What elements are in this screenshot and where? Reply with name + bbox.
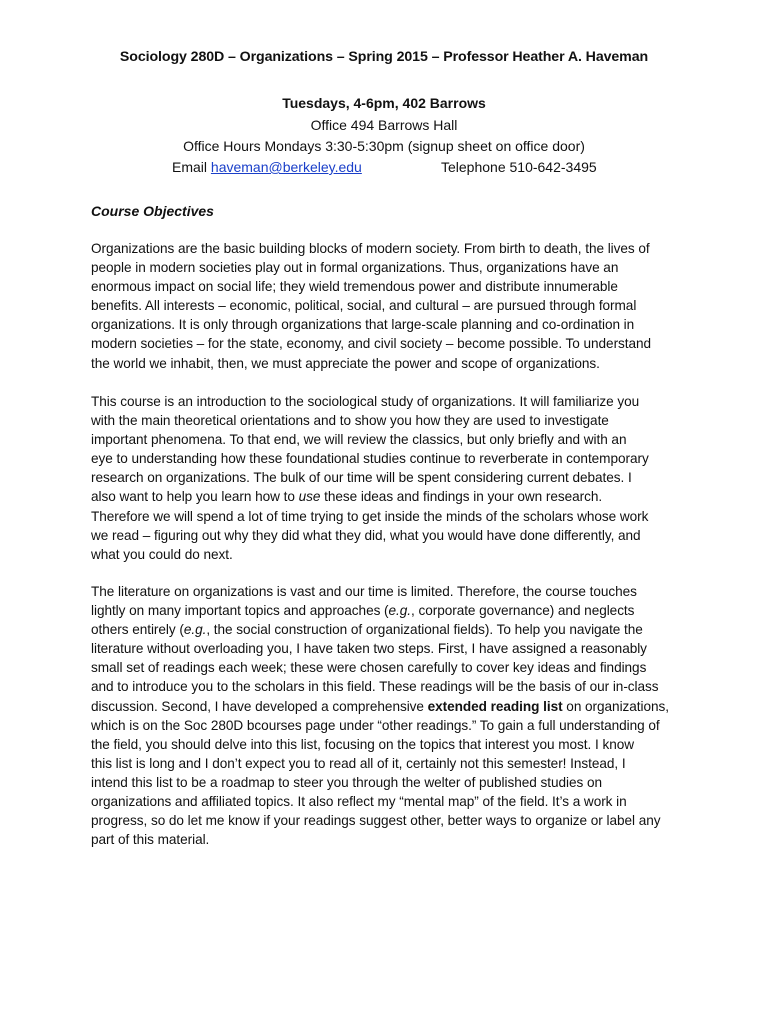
text-line: This course is an introduction to the sociological study of organizations. It will familiarize you: [91, 394, 640, 409]
text-line: the field, you should delve into this list, focusing on the topics that interest you most. I know: [91, 736, 634, 752]
text-line: organizations. It is only through organizations that large-scale planning and co-ordination in: [91, 317, 635, 333]
text-line: eye to understanding how these foundational studies continue to reverberate in contemporary: [91, 451, 649, 467]
text-line: [91, 487, 681, 506]
text-line: part of this material.: [91, 832, 210, 848]
paragraph-2: [91, 392, 681, 564]
text-run: also want to help you learn how to: [91, 489, 299, 505]
contact-line: [0, 157, 768, 179]
text-line: research on organizations. The bulk of our time will be spent considering current debates. I: [91, 470, 632, 486]
text-line: this list is long and I don’t expect you to read all of it, certainly not this semester! Instead, I: [91, 755, 626, 771]
telephone: Telephone 510-642-3495: [441, 159, 597, 175]
text-run: on organizations,: [562, 698, 669, 714]
paragraph-3: [91, 582, 681, 849]
office-location: Office 494 Barrows Hall: [310, 116, 458, 133]
text-line: Organizations are the basic building blocks of modern society. From birth to death, the lives of: [91, 241, 650, 256]
text-line: with the main theoretical orientations and to show you how they are used to investigate: [91, 413, 609, 429]
text-line: Therefore we will spend a lot of time trying to get inside the minds of the scholars whose work: [91, 508, 649, 524]
course-schedule: Tuesdays, 4-6pm, 402 Barrows: [282, 95, 486, 111]
emphasis-text: e.g.: [183, 622, 207, 638]
text-line: benefits. All interests – economic, political, social, and cultural – are pursued through formal: [91, 298, 637, 314]
text-run: discussion. Second, I have developed a comprehensive: [91, 698, 428, 714]
bold-text: extended reading list: [427, 698, 563, 714]
text-line: people in modern societies play out in formal organizations. Thus, organizations have an: [91, 260, 619, 276]
course-info: [0, 93, 768, 158]
text-line: which is on the Soc 280D bcourses page under “other readings.” To gain a full understanding of: [91, 717, 660, 733]
emphasis-text: use: [298, 489, 321, 505]
emphasis-text: e.g.: [388, 603, 412, 619]
text-line: enormous impact on social life; they wield tremendous power and distribute innumerable: [91, 279, 618, 295]
text-line: organizations and affiliated topics. It also reflect my “mental map” of the field. It’s a work in: [91, 794, 627, 810]
text-line: the world we inhabit, then, we must appreciate the power and scope of organizations.: [91, 355, 600, 371]
paragraph-1: [91, 239, 681, 373]
text-line: we read – figuring out why they did what they did, what you would have done differently, and: [91, 527, 641, 543]
document-title: Sociology 280D – Organizations – Spring 2015 – Professor Heather A. Haveman: [119, 49, 649, 65]
text-run: others entirely (: [91, 622, 184, 638]
text-run: lightly on many important topics and approaches (: [91, 603, 389, 619]
text-line: progress, so do let me know if your readings suggest other, better ways to organize or label any: [91, 813, 661, 829]
text-line: [91, 601, 681, 620]
office-hours: Office Hours Mondays 3:30-5:30pm (signup sheet on office door): [183, 138, 585, 154]
text-line: literature without overloading you, I have taken two steps. First, I have assigned a reasonably: [91, 641, 647, 657]
text-line: important phenomena. To that end, we will review the classics, but only briefly and with an: [91, 432, 627, 448]
text-line: and to introduce you to the scholars in this field. These readings will be the basis of our in-class: [91, 679, 659, 695]
text-line: The literature on organizations is vast and our time is limited. Therefore, the course touches: [91, 584, 637, 599]
email-block: [172, 157, 362, 179]
text-run: , corporate governance) and neglects: [411, 603, 635, 619]
text-line: intend this list to be a roadmap to steer you through the welter of published studies on: [91, 774, 602, 790]
text-line: small set of readings each week; these were chosen carefully to cover key ideas and findings: [91, 660, 647, 676]
text-line: modern societies – for the state, economy, and civil society – become possible. To understand: [91, 336, 652, 352]
text-line: [91, 620, 681, 639]
email-link[interactable]: haveman@berkeley.edu: [210, 159, 362, 175]
text-run: these ideas and findings in your own research.: [320, 489, 603, 505]
text-line: [91, 697, 681, 716]
text-run: , the social construction of organizational fields). To help you navigate the: [206, 622, 643, 638]
email-label: Email: [172, 159, 211, 175]
text-line: what you could do next.: [91, 546, 233, 562]
section-heading: Course Objectives: [91, 203, 214, 219]
